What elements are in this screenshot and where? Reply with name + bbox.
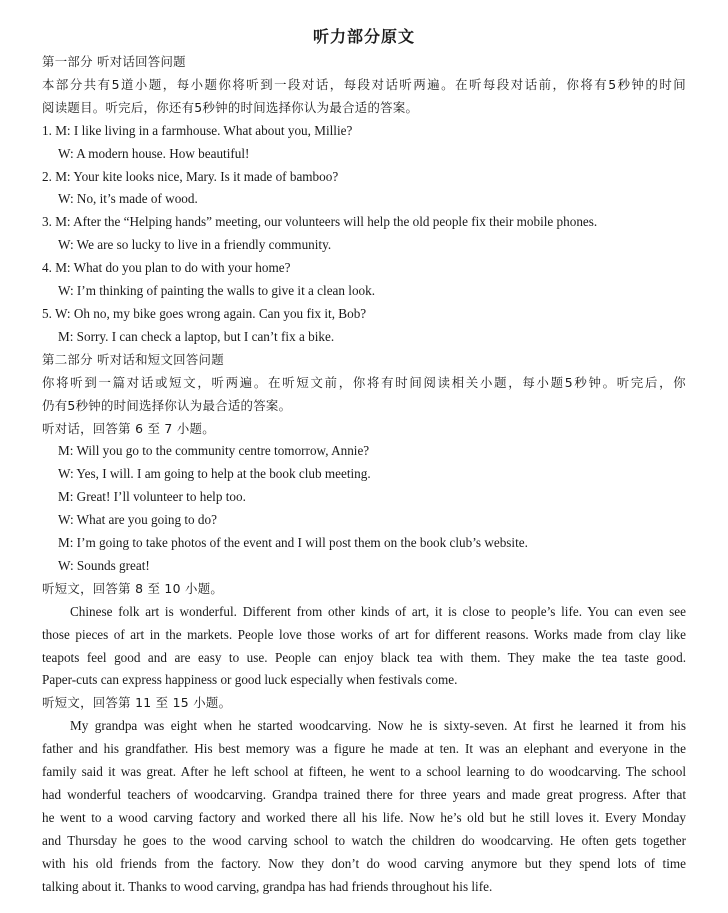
dialogue-5-line-2: M: Sorry. I can check a laptop, but I can’t fix a bike. (58, 328, 335, 344)
dialogue-3-line-2: W: We are so lucky to live in a friendly community. (58, 237, 332, 253)
dialogue-2-line-2: W: No, it’s made of wood. (58, 191, 198, 207)
passage-2-line: with his old friends from the factory. Now they don’t do wood carving anymore but they spend lots of time (42, 855, 686, 871)
passage-1-line: teapots feel good and are easy to use. People can enjoy black tea with them. They make the tea taste good. (42, 649, 686, 665)
part2-intro-line-2: 仍有5秒钟的时间选择你认为最合适的答案。 (42, 397, 292, 413)
conversation-line: W: What are you going to do? (58, 512, 217, 528)
passage-2-line: had wonderful teachers of woodcarving. Grandpa trained there for three years and made great progress. After that (42, 787, 686, 802)
conversation-line: M: I’m going to take photos of the event and I will post them on the book club’s website. (58, 535, 528, 551)
passage-2-line: family said it was great. After he left school at fifteen, he went to a school learning to do woodcarving. The school (42, 764, 686, 780)
passage-1-line: those pieces of art in the markets. People love those works of art for different reasons. Works made from clay like (42, 626, 686, 642)
conversation-line: W: Sounds great! (58, 557, 150, 573)
dialogue-section-heading: 听对话，回答第 6 至 7 小题。 (42, 420, 215, 436)
part1-heading: 第一部分 听对话回答问题 (42, 54, 186, 69)
passage-1-line: Chinese folk art is wonderful. Different from other kinds of art, it is close to people’s life. You can even see (70, 603, 686, 619)
passage-2-line: he went to a wood carving factory and worked there all his life. Now he’s old but he still loves it. Every Monday (42, 809, 686, 825)
dialogue-2-line-1: 2. M: Your kite looks nice, Mary. Is it made of bamboo? (42, 168, 339, 184)
conversation-line: M: Will you go to the community centre tomorrow, Annie? (58, 443, 370, 459)
passage-2-heading: 听短文，回答第 11 至 15 小题。 (42, 695, 232, 711)
conversation-line: W: Yes, I will. I am going to help at the book club meeting. (58, 466, 371, 482)
passage-2-line: My grandpa was eight when he started woodcarving. Now he is sixty-seven. At first he learned it from his (70, 718, 686, 734)
dialogue-4-line-1: 4. M: What do you plan to do with your home? (42, 260, 291, 276)
part1-intro-line-1: 本部分共有5道小题，每小题你将听到一段对话，每段对话听两遍。在听每段对话前，你将有5秒钟的时间 (42, 76, 686, 92)
passage-1-heading: 听短文，回答第 8 至 10 小题。 (42, 580, 224, 596)
passage-2-line: father and his grandfather. His best memory was a figure he made at ten. It was an elephant and everyone in the (42, 741, 686, 757)
dialogue-1-line-2: W: A modern house. How beautiful! (58, 145, 250, 161)
dialogue-3-line-1: 3. M: After the “Helping hands” meeting, our volunteers will help the old people fix their mobile phones. (42, 214, 598, 230)
conversation-line: M: Great! I’ll volunteer to help too. (58, 489, 246, 505)
passage-2-line: and Thursday he goes to the wood carving school to watch the children do woodcarving. He often gets together (42, 832, 686, 848)
part2-heading: 第二部分 听对话和短文回答问题 (42, 351, 224, 367)
part2-intro-line-1: 你将听到一篇对话或短文，听两遍。在听短文前，你将有时间阅读相关小题，每小题5秒钟。听完后，你 (42, 374, 686, 390)
dialogue-5-line-1: 5. W: Oh no, my bike goes wrong again. Can you fix it, Bob? (42, 305, 367, 321)
part1-intro-line-2: 阅读题目。听完后，你还有5秒钟的时间选择你认为最合适的答案。 (42, 99, 419, 115)
page-title: 听力部分原文 (312, 27, 415, 46)
dialogue-1-line-1: 1. M: I like living in a farmhouse. What about you, Millie? (42, 122, 353, 138)
passage-2-line: talking about it. Thanks to wood carving, grandpa has had friends throughout his life. (42, 878, 493, 894)
dialogue-4-line-2: W: I’m thinking of painting the walls to give it a clean look. (58, 283, 376, 299)
passage-1-line: Paper-cuts can express happiness or good luck especially when festivals come. (42, 672, 458, 688)
